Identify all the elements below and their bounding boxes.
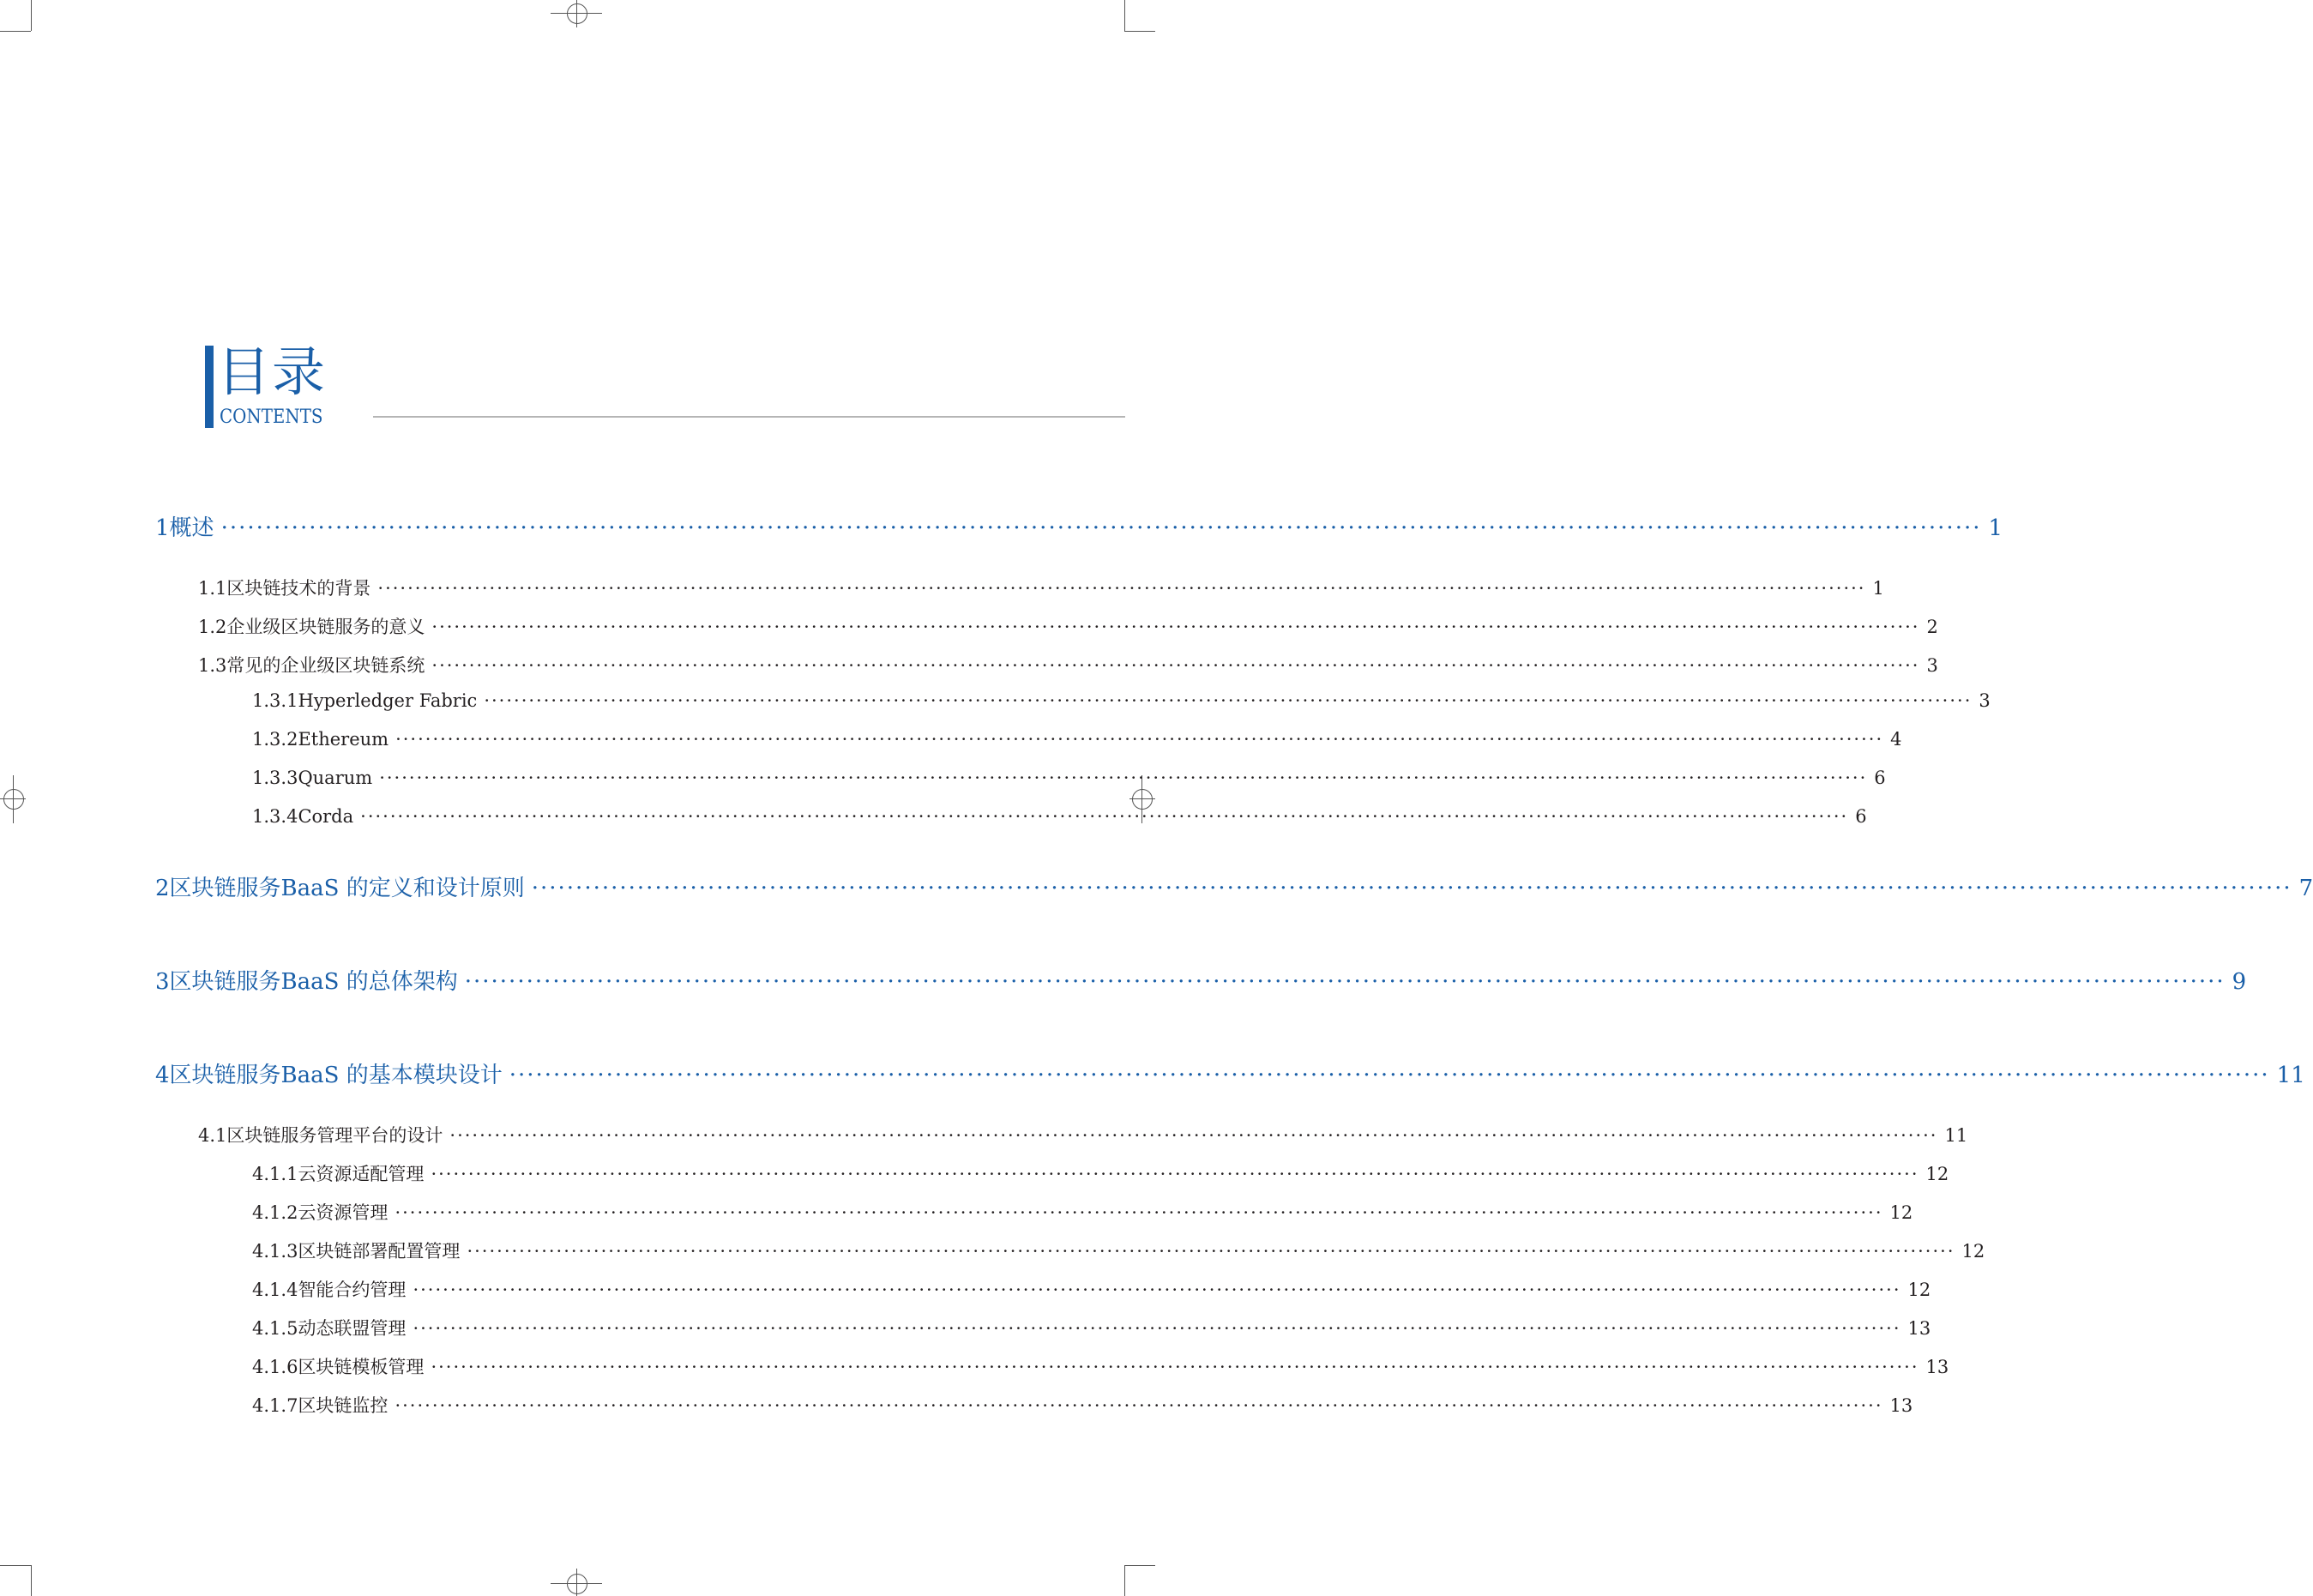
toc-entry[interactable]	[155, 964, 2247, 995]
toc-entry-number: 4.1.6	[252, 1357, 298, 1377]
toc-dot-leader: ········································································································································································································	[467, 1241, 1955, 1262]
toc-entry[interactable]	[252, 1315, 1931, 1340]
crop-mark-tr-v	[1124, 0, 1125, 31]
toc-entry-page: 4	[1890, 729, 1902, 750]
toc-entry-title: 区块链部署配置管理	[298, 1241, 461, 1262]
toc-entry-title: Hyperledger Fabric	[298, 690, 478, 711]
toc-entry[interactable]	[198, 613, 1938, 639]
toc-entry-title: Quarum	[298, 768, 373, 788]
crop-mark-br-h	[1124, 1565, 1155, 1566]
toc-dot-leader: ········································································································································································································	[431, 655, 1920, 676]
toc-entry-title: 云资源适配管理	[298, 1164, 425, 1184]
toc-entry-title: 智能合约管理	[298, 1280, 407, 1300]
toc-dot-leader: ········································································································································································································	[509, 1063, 2270, 1088]
toc-entry[interactable]	[252, 806, 1867, 832]
toc-entry-page: 1	[1988, 515, 2003, 541]
toc-dot-leader: ········································································································································································································	[449, 1125, 1938, 1146]
toc-entry[interactable]	[252, 690, 1991, 716]
toc-dot-leader: ········································································································································································································	[431, 1357, 1919, 1377]
toc-entry[interactable]	[155, 510, 2003, 541]
toc-dot-leader: ········································································································································································································	[431, 617, 1920, 637]
toc-entry-page: 7	[2298, 876, 2313, 901]
toc-entry-title: Corda	[298, 806, 354, 827]
toc-entry-title: 企业级区块链服务的意义	[226, 617, 425, 637]
page-title: 目录	[217, 340, 328, 403]
toc-entry-title: 区块链模板管理	[298, 1357, 425, 1377]
crop-mark-tl-h	[0, 31, 31, 32]
toc-entry-title: 云资源管理	[298, 1202, 389, 1223]
toc-dot-leader: ········································································································································································································	[464, 969, 2226, 995]
toc-entry-page: 3	[1926, 655, 1938, 676]
toc-entry[interactable]	[252, 1238, 1985, 1263]
registration-mark-bottom-icon	[567, 1574, 587, 1594]
toc-entry-number: 4.1.7	[252, 1395, 298, 1416]
toc-entry[interactable]	[198, 652, 1938, 678]
toc-dot-leader: ········································································································································································································	[377, 578, 1866, 599]
registration-line-left-v	[13, 775, 14, 823]
crop-mark-bl-v	[31, 1565, 32, 1596]
toc-entry-number: 1.3.1	[252, 690, 298, 711]
toc-entry[interactable]	[155, 870, 2313, 901]
toc-entry-title: 区块链服务BaaS 的定义和设计原则	[169, 876, 525, 901]
crop-mark-tl-v	[31, 0, 32, 31]
toc-entry-number: 4.1.1	[252, 1164, 298, 1184]
crop-mark-bl-h	[0, 1565, 31, 1566]
toc-dot-leader: ········································································································································································································	[379, 768, 1868, 788]
toc-dot-leader: ········································································································································································································	[220, 515, 1982, 541]
toc-entry[interactable]	[252, 1160, 1949, 1186]
toc-entry-page: 11	[2276, 1063, 2305, 1088]
toc-dot-leader: ········································································································································································································	[395, 1395, 1883, 1416]
toc-entry-title: Ethereum	[298, 729, 389, 750]
registration-line-top-v	[576, 0, 577, 27]
toc-entry-title: 动态联盟管理	[298, 1318, 407, 1339]
toc-entry-page: 12	[1961, 1241, 1985, 1262]
toc-entry-number: 4	[155, 1063, 170, 1088]
toc-entry-number: 1.3	[198, 655, 227, 676]
toc-entry-number: 1.2	[198, 617, 227, 637]
toc-entry-title: 区块链服务管理平台的设计	[226, 1125, 443, 1146]
toc-entry-title: 区块链技术的背景	[226, 578, 371, 599]
toc-entry-page: 9	[2232, 969, 2247, 995]
toc-entry[interactable]	[252, 1353, 1949, 1379]
registration-mark-left-icon	[3, 789, 24, 810]
toc-entry-page: 13	[1907, 1318, 1931, 1339]
title-accent-bar	[205, 346, 214, 428]
page-subtitle: CONTENTS	[220, 407, 323, 428]
toc-entry-title: 区块链监控	[298, 1395, 389, 1416]
crop-mark-tr-h	[1124, 31, 1155, 32]
toc-entry-page: 11	[1944, 1125, 1968, 1146]
toc-entry-title: 常见的企业级区块链系统	[226, 655, 425, 676]
toc-entry-page: 12	[1907, 1280, 1931, 1300]
toc-entry[interactable]	[252, 1392, 1913, 1418]
toc-entry-title: 概述	[169, 515, 214, 541]
toc-entry-page: 3	[1979, 690, 1991, 711]
toc-dot-leader: ········································································································································································································	[431, 1164, 1919, 1184]
registration-line-bottom-v	[576, 1569, 577, 1596]
toc-entry[interactable]	[252, 729, 1902, 755]
toc-entry-number: 1.3.4	[252, 806, 298, 827]
toc-dot-leader: ········································································································································································································	[360, 806, 1849, 827]
toc-entry-page: 12	[1889, 1202, 1913, 1223]
toc-dot-leader: ········································································································································································································	[413, 1280, 1901, 1300]
toc-dot-leader: ········································································································································································································	[395, 729, 1884, 750]
toc-dot-leader: ········································································································································································································	[413, 1318, 1901, 1339]
toc-entry-title: 区块链服务BaaS 的基本模块设计	[169, 1063, 503, 1088]
toc-entry-number: 4.1.4	[252, 1280, 298, 1300]
toc-entry[interactable]	[198, 575, 1884, 600]
toc-entry-page: 6	[1855, 806, 1867, 827]
toc-entry-number: 4.1.3	[252, 1241, 298, 1262]
toc-entry-page: 2	[1926, 617, 1938, 637]
toc-entry[interactable]	[252, 1199, 1913, 1225]
toc-entry[interactable]	[252, 1276, 1931, 1302]
toc-entry[interactable]	[198, 1122, 1968, 1147]
toc-entry-number: 1.1	[198, 578, 227, 599]
toc-entry-page: 13	[1889, 1395, 1913, 1416]
toc-entry[interactable]	[252, 768, 1886, 793]
toc-entry-number: 4.1.2	[252, 1202, 298, 1223]
toc-entry-page: 6	[1874, 768, 1886, 788]
toc-entry[interactable]	[155, 1057, 2305, 1088]
toc-dot-leader: ········································································································································································································	[395, 1202, 1883, 1223]
crop-mark-br-v	[1124, 1565, 1125, 1596]
toc-entry-number: 4.1.5	[252, 1318, 298, 1339]
toc-entry-number: 2	[155, 876, 170, 901]
toc-entry-page: 12	[1925, 1164, 1949, 1184]
toc-entry-number: 1.3.2	[252, 729, 298, 750]
toc-entry-number: 1	[155, 515, 170, 541]
registration-mark-top-icon	[567, 3, 587, 24]
title-divider	[373, 416, 1125, 418]
toc-entry-number: 1.3.3	[252, 768, 298, 788]
toc-dot-leader: ········································································································································································································	[484, 690, 1973, 711]
toc-dot-leader: ········································································································································································································	[531, 876, 2292, 901]
registration-line-right-h	[1129, 798, 1155, 799]
toc-entry-number: 4.1	[198, 1125, 227, 1146]
toc-entry-title: 区块链服务BaaS 的总体架构	[169, 969, 458, 995]
toc-entry-page: 1	[1872, 578, 1884, 599]
toc-entry-number: 3	[155, 969, 170, 995]
toc-entry-page: 13	[1925, 1357, 1949, 1377]
